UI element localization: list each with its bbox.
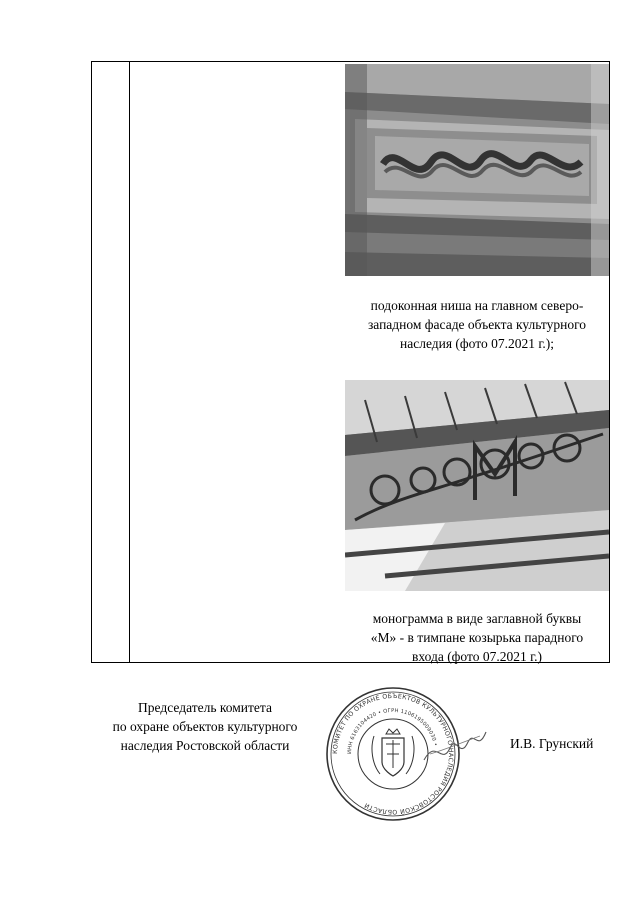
seal-outer-text: КОМИТЕТ ПО ОХРАНЕ ОБЪЕКТОВ КУЛЬТУРНОГО НАСЛЕДИЯ РОСТОВСКОЙ ОБЛАСТИ (331, 692, 455, 816)
caption-line: подоконная ниша на главном северо- (370, 298, 584, 313)
table-column-divider (129, 61, 130, 663)
coat-of-arms-emblem (372, 729, 414, 776)
photo-caption-monogram (337, 609, 617, 666)
handwritten-signature (420, 720, 490, 770)
signer-position-line: наследия Ростовской области (120, 738, 290, 753)
signer-position-line: по охране объектов культурного (112, 719, 298, 734)
table-border-top (91, 61, 610, 62)
photo-monogram-tympanum (345, 380, 609, 591)
seal-inner-text: ИНН 6163104420 • ОГРН 1106195009030 • (346, 707, 439, 755)
caption-line: «М» - в тимпане козырька парадного (370, 630, 584, 645)
photo-caption-window-niche (337, 296, 617, 353)
table-border-right (609, 61, 610, 663)
photo-window-niche (345, 64, 609, 276)
signer-position (90, 698, 320, 755)
caption-line: западном фасаде объекта культурного (367, 317, 587, 332)
signer-name: И.В. Грунский (510, 736, 594, 751)
signer-position-line: Председатель комитета (138, 700, 272, 715)
table-border-left (91, 61, 92, 663)
caption-line: наследия (фото 07.2021 г.); (400, 336, 554, 351)
caption-line: входа (фото 07.2021 г.) (411, 649, 542, 664)
caption-line: монограмма в виде заглавной буквы (372, 611, 582, 626)
